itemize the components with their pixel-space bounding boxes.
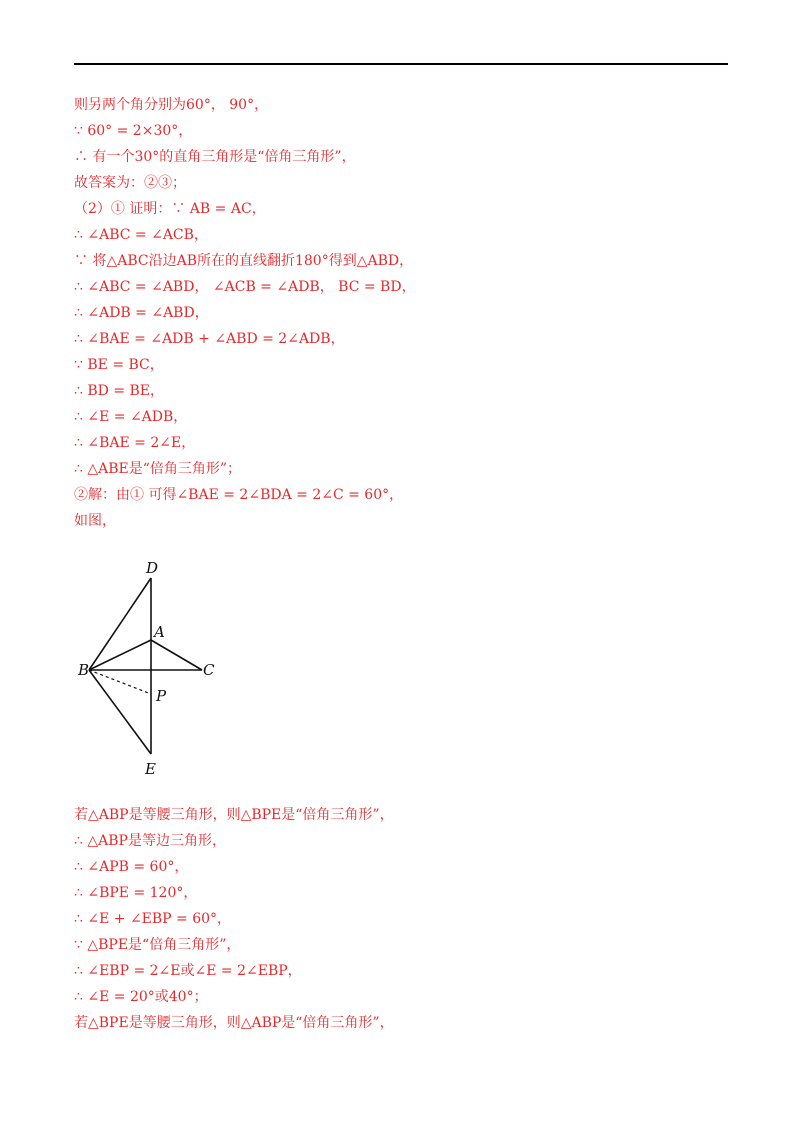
text-line: 若△BPE是等腰三角形，则△ABP是“倍角三角形”， xyxy=(74,1015,394,1031)
header-rule xyxy=(74,63,728,65)
text-line: ∴ ∠ADB = ∠ABD， xyxy=(74,305,209,321)
text-line: ∴ ∠APB = 60°， xyxy=(74,859,189,875)
text-line: ∵ △BPE是“倍角三角形”， xyxy=(74,937,241,953)
text-line: ②解：由① 可得∠BAE = 2∠BDA = 2∠C = 60°， xyxy=(74,487,404,503)
label-B: B xyxy=(78,661,90,679)
text-line: 故答案为：②③； xyxy=(74,175,186,191)
label-D: D xyxy=(146,559,159,577)
text-line: （2）① 证明：∵ AB = AC， xyxy=(74,201,266,217)
text-line: ∴ ∠E + ∠EBP = 60°， xyxy=(74,911,232,927)
text-line: ∵ 将△ABC沿边AB所在的直线翻折180°得到△ABD， xyxy=(74,253,414,269)
text-line: 则另两个角分别为60°， 90°， xyxy=(74,97,269,113)
text-line: ∴ ∠BPE = 120°， xyxy=(74,885,198,901)
text-line: ∵ 60° = 2×30°， xyxy=(74,123,193,139)
label-A: A xyxy=(154,623,165,641)
text-line: ∴ ∠BAE = ∠ADB + ∠ABD = 2∠ADB， xyxy=(74,331,345,347)
text-line: ∴ ∠ABC = ∠ACB， xyxy=(74,227,208,243)
text-line: ∴ 有一个30°的直角三角形是“倍角三角形”， xyxy=(74,149,356,165)
text-line: ∴ ∠E = ∠ADB， xyxy=(74,409,188,425)
text-line: 若△ABP是等腰三角形，则△BPE是“倍角三角形”， xyxy=(74,807,394,823)
label-C: C xyxy=(203,661,215,679)
text-line: ∴ ∠E = 20°或40°； xyxy=(74,989,208,1005)
segment-AC xyxy=(151,640,202,670)
segment-BE xyxy=(89,670,151,754)
segment-BD xyxy=(89,578,151,670)
text-line: ∴ △ABP是等边三角形， xyxy=(74,833,226,849)
text-line: ∵ BE = BC， xyxy=(74,357,164,373)
geometry-figure xyxy=(78,556,228,786)
text-line: 如图， xyxy=(74,513,116,529)
label-E: E xyxy=(145,760,156,778)
text-line: ∴ ∠BAE = 2∠E， xyxy=(74,435,196,451)
label-P: P xyxy=(156,687,167,705)
text-line: ∴ ∠EBP = 2∠E或∠E = 2∠EBP， xyxy=(74,963,302,979)
text-line: ∴ △ABE是“倍角三角形”； xyxy=(74,461,242,477)
text-line: ∴ ∠ABC = ∠ABD， ∠ACB = ∠ADB， BC = BD， xyxy=(74,279,416,295)
text-line: ∴ BD = BE， xyxy=(74,383,165,399)
geometry-diagram xyxy=(78,556,228,786)
